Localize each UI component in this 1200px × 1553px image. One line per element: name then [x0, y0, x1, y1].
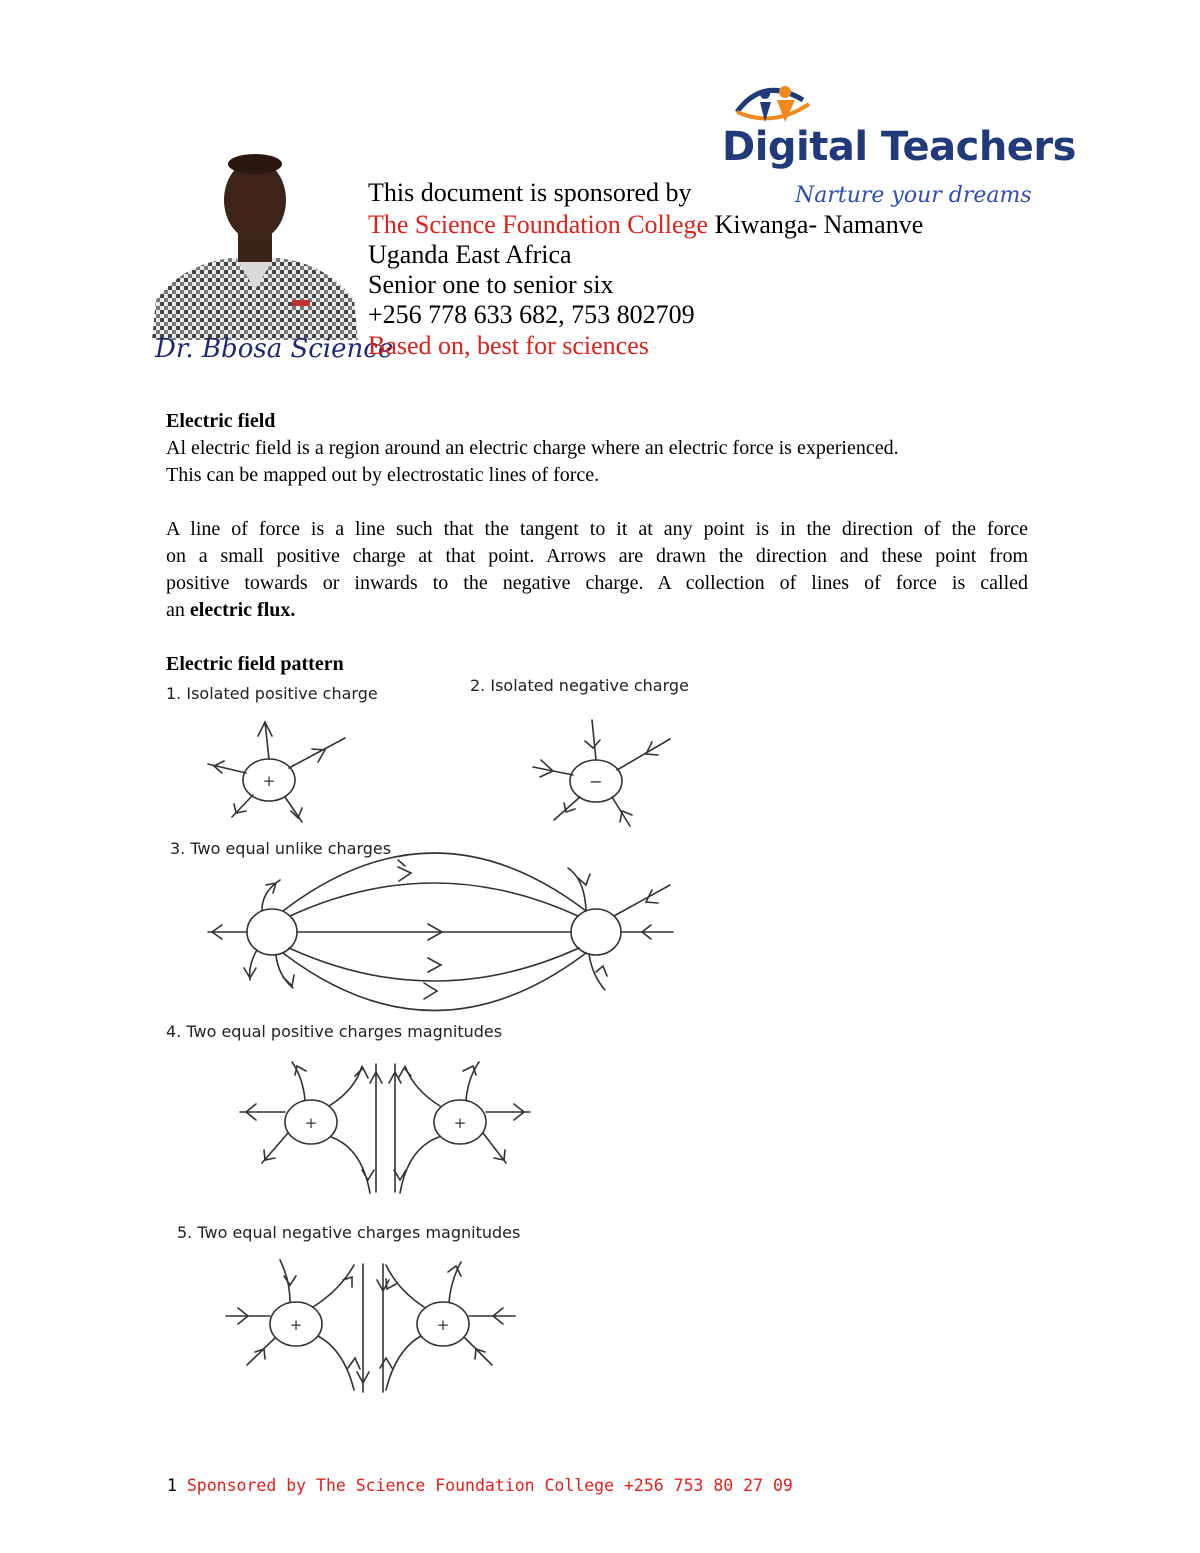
figure-caption-4: 4. Two equal positive charges magnitudes	[166, 1022, 503, 1041]
charge-minus-symbol: −	[589, 772, 603, 791]
logo-title: Digital Teachers	[722, 124, 1076, 170]
college-location: Kiwanga- Namanve	[708, 210, 924, 239]
logo-tagline: Narture your dreams	[795, 183, 1032, 208]
charge-plus-symbol: +	[436, 1316, 450, 1334]
diagram-unlike-charges	[208, 853, 673, 1011]
sponsor-line: This document is sponsored by	[368, 178, 692, 207]
charge-plus-symbol: +	[289, 1316, 303, 1334]
diagram-two-positive	[240, 1062, 530, 1193]
paragraph-line: positive towards or inwards to the negative charge. A collection of lines of force is called	[166, 572, 1028, 594]
motto-line: Based on, best for sciences	[368, 331, 649, 360]
college-name: The Science Foundation College	[368, 210, 709, 239]
diagram-isolated-positive	[208, 722, 345, 822]
diagram-two-negative	[226, 1260, 515, 1392]
paragraph-line: A line of force is a line such that the tangent to it at any point is in the direction of the force	[166, 518, 1028, 540]
charge-plus-symbol: +	[453, 1114, 467, 1132]
paragraph-line: Al electric field is a region around an electric charge where an electric force is experienced.	[166, 437, 899, 459]
charge-plus-symbol: +	[262, 772, 276, 790]
phone-line: +256 778 633 682, 753 802709	[368, 300, 695, 329]
section-heading-electric-field: Electric field	[166, 410, 276, 432]
paragraph-line: This can be mapped out by electrostatic lines of force.	[166, 464, 600, 486]
term-electric-flux: electric flux.	[189, 599, 296, 621]
signature-text: Dr. Bbosa Science	[155, 334, 394, 364]
footer-sponsor-text: Sponsored by The Science Foundation College +256 753 80 27 09	[186, 1476, 793, 1495]
page-footer	[167, 1476, 793, 1495]
section-heading-field-pattern: Electric field pattern	[166, 653, 344, 675]
figure-caption-5: 5. Two equal negative charges magnitudes	[177, 1223, 521, 1242]
figure-caption-2: 2. Isolated negative charge	[470, 676, 689, 695]
country-line: Uganda East Africa	[368, 240, 572, 269]
figure-caption-3: 3. Two equal unlike charges	[170, 839, 392, 858]
level-line: Senior one to senior six	[368, 270, 614, 299]
paragraph-line: on a small positive charge at that point. Arrows are drawn the direction and these point from	[166, 545, 1028, 567]
page-number: 1	[167, 1476, 177, 1495]
charge-plus-symbol: +	[304, 1114, 318, 1132]
figure-caption-1: 1. Isolated positive charge	[166, 684, 378, 703]
paragraph-text: an	[166, 599, 190, 621]
